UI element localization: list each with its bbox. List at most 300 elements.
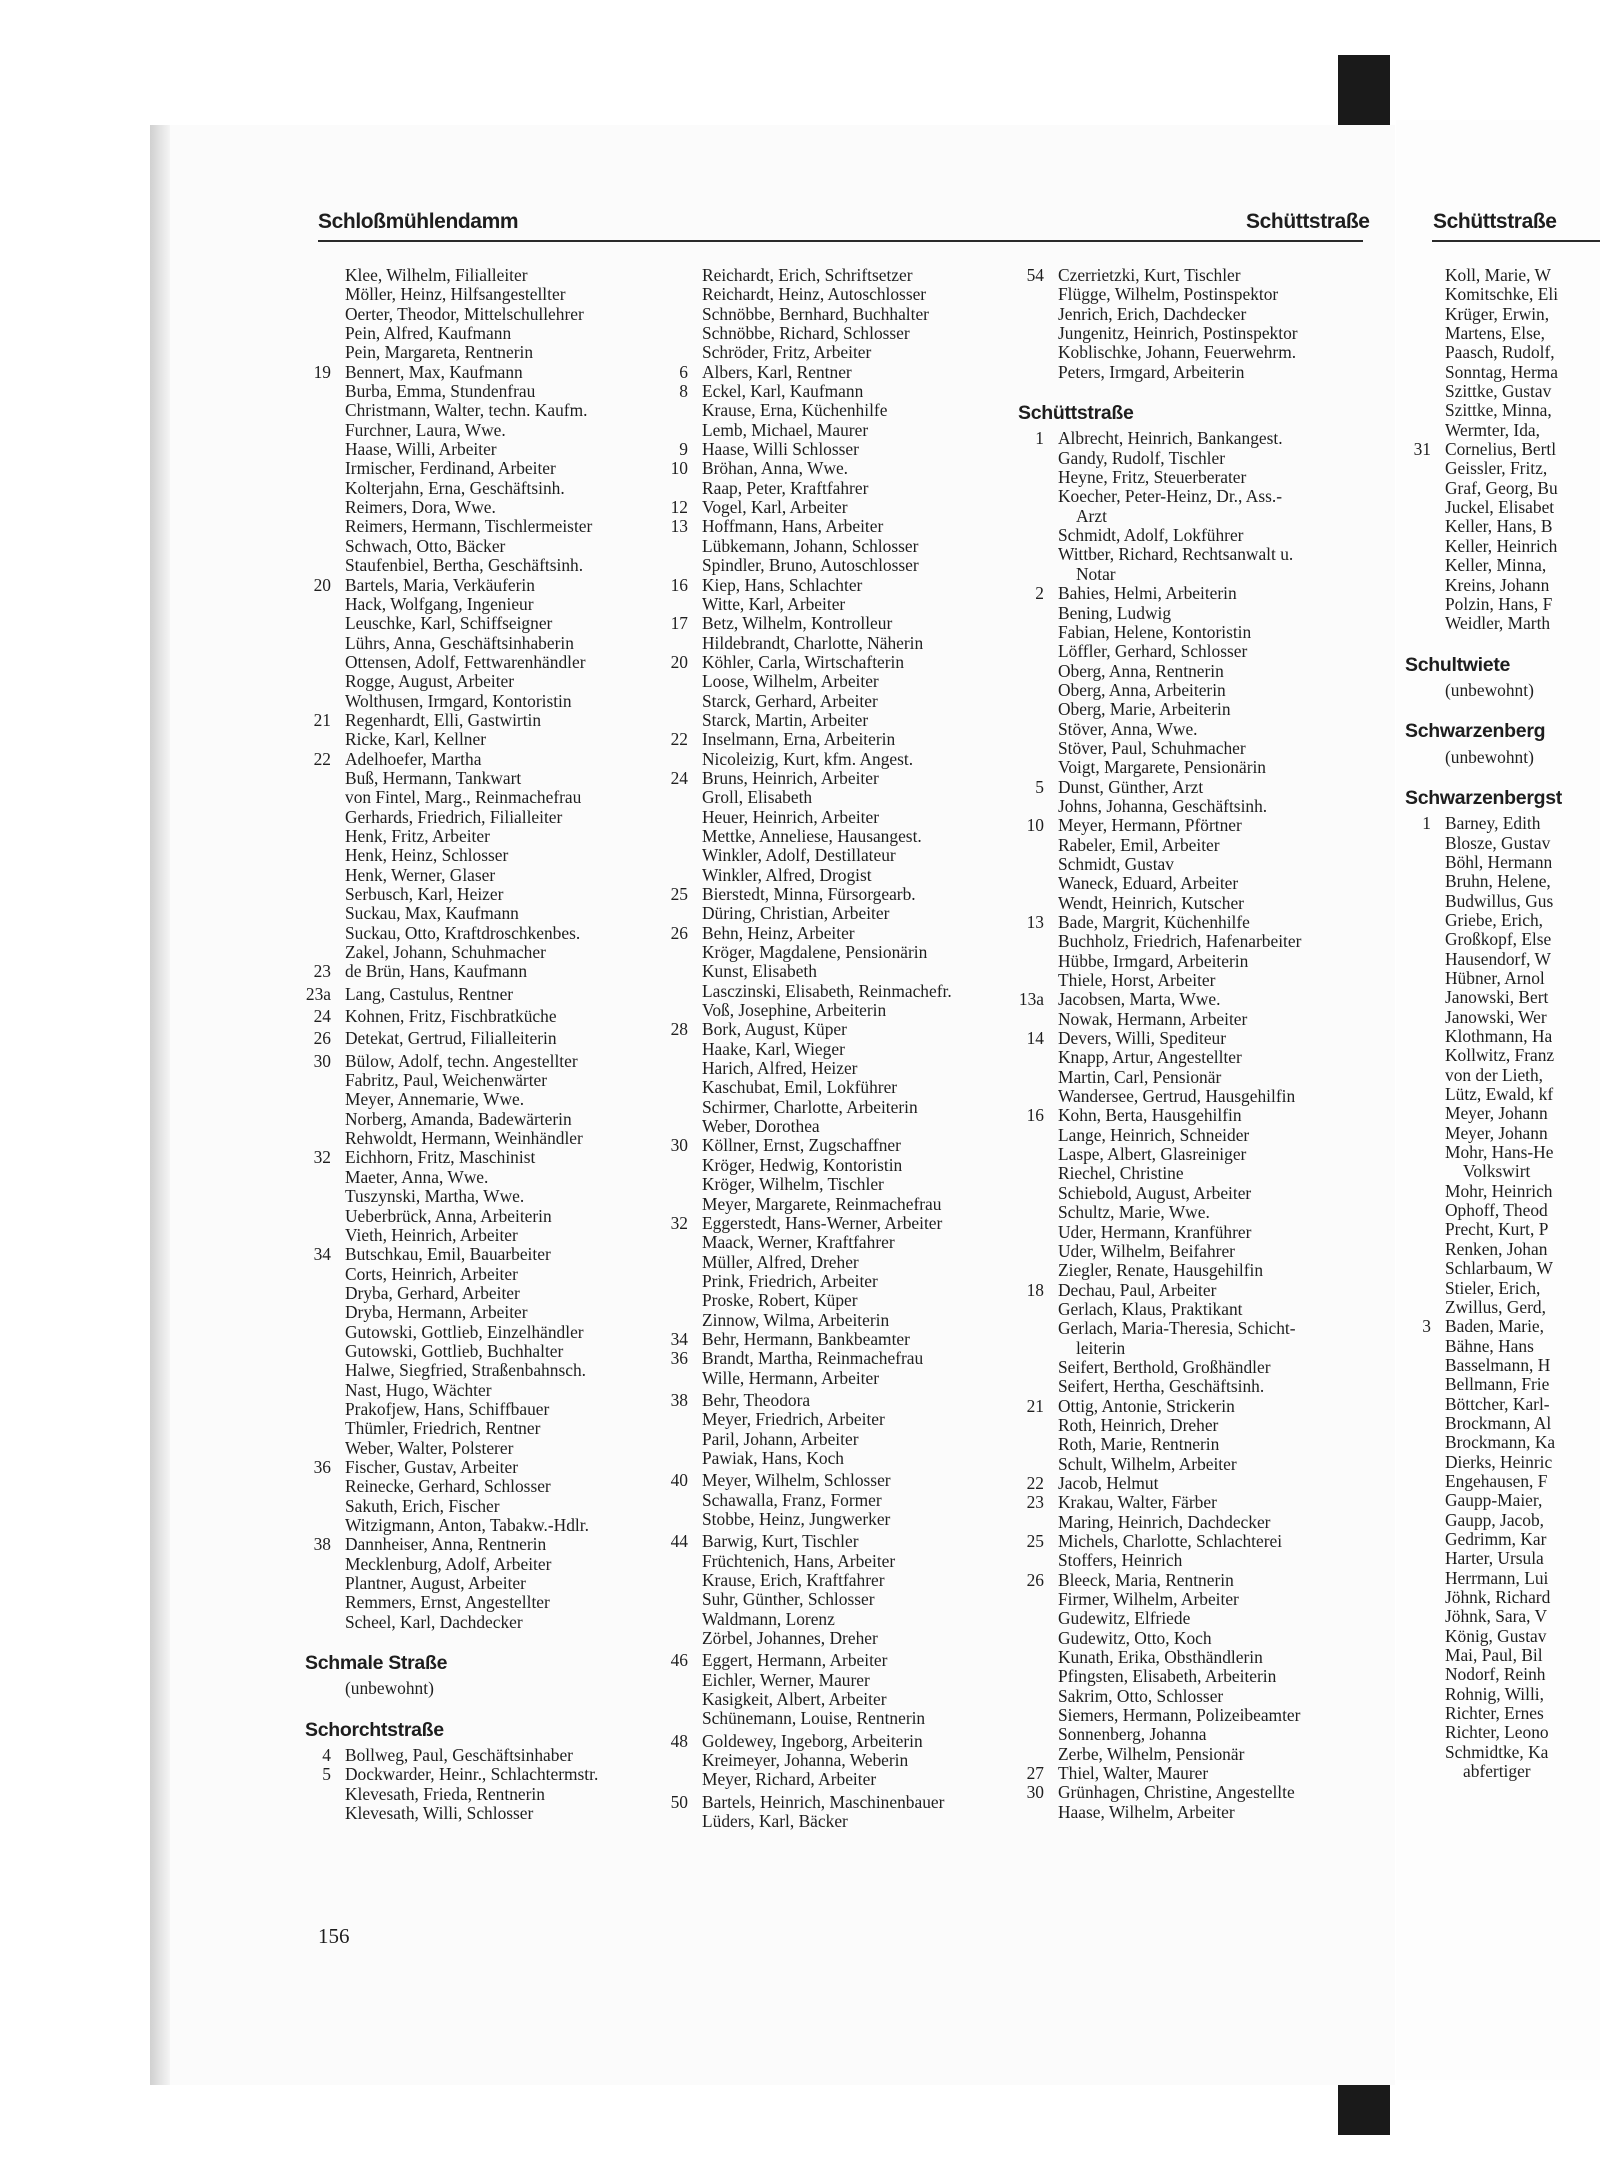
house-number xyxy=(1018,285,1058,304)
house-number xyxy=(1018,1629,1058,1648)
house-number: 23 xyxy=(313,961,331,982)
house-number xyxy=(305,1342,345,1361)
directory-entry xyxy=(1018,662,1380,681)
directory-entry xyxy=(662,285,1032,304)
directory-entry xyxy=(1018,1571,1380,1590)
house-number xyxy=(1018,1648,1058,1667)
directory-entry xyxy=(662,788,1032,807)
house-number xyxy=(1018,1068,1058,1087)
resident-text: Wittber, Richard, Rechtsanwalt u. xyxy=(1058,544,1294,565)
directory-entry xyxy=(1405,1704,1600,1723)
resident-text: Tuszynski, Martha, Wwe. xyxy=(345,1186,525,1207)
resident-text: Sakuth, Erich, Fischer xyxy=(345,1495,500,1516)
directory-entry xyxy=(1405,614,1600,633)
directory-entry xyxy=(1018,1145,1380,1164)
house-number xyxy=(662,808,702,827)
directory-entry xyxy=(662,1369,1032,1388)
resident-text: Schmidtke, Ka xyxy=(1445,1741,1549,1762)
house-number xyxy=(1405,1395,1445,1414)
resident-text: Lasczinski, Elisabeth, Reinmachefr. xyxy=(702,980,952,1001)
directory-entry xyxy=(305,343,680,362)
resident-text: Bollweg, Paul, Geschäftsinhaber xyxy=(345,1745,573,1766)
directory-entry xyxy=(662,672,1032,691)
house-number xyxy=(305,1477,345,1496)
resident-text: Bahies, Helmi, Arbeiterin xyxy=(1058,583,1237,604)
house-number: 26 xyxy=(313,1028,331,1049)
resident-text: Sakrim, Otto, Schlosser xyxy=(1058,1685,1224,1706)
resident-text: Jacob, Helmut xyxy=(1058,1472,1159,1493)
resident-text: Juckel, Elisabet xyxy=(1445,497,1555,518)
house-number: 20 xyxy=(670,651,688,672)
directory-entry xyxy=(305,1574,680,1593)
resident-text: Keller, Heinrich xyxy=(1445,535,1558,556)
directory-entry xyxy=(305,962,680,981)
resident-text: Keller, Minna, xyxy=(1445,555,1547,576)
house-number: 36 xyxy=(670,1348,688,1369)
directory-entry xyxy=(1405,285,1600,304)
house-number xyxy=(1405,1259,1445,1278)
house-number: 21 xyxy=(313,709,331,730)
house-number xyxy=(305,943,345,962)
house-number xyxy=(1018,1048,1058,1067)
directory-entry xyxy=(1405,1046,1600,1065)
directory-entry xyxy=(1405,1317,1600,1336)
house-number xyxy=(305,421,345,440)
directory-entry xyxy=(1018,1629,1380,1648)
directory-entry xyxy=(662,1001,1032,1020)
resident-text: Reinecke, Gerhard, Schlosser xyxy=(345,1476,551,1497)
resident-text: Scheel, Karl, Dachdecker xyxy=(345,1611,523,1632)
resident-text: Albrecht, Heinrich, Bankangest. xyxy=(1058,428,1283,449)
resident-text: Schnöbbe, Richard, Schlosser xyxy=(702,323,910,344)
resident-text: Baden, Marie, xyxy=(1445,1316,1544,1337)
directory-entry xyxy=(1405,382,1600,401)
directory-entry xyxy=(1018,604,1380,623)
house-number xyxy=(1405,556,1445,575)
resident-text: Eichler, Werner, Maurer xyxy=(702,1669,870,1690)
resident-text: Schünemann, Louise, Rentnerin xyxy=(702,1708,926,1729)
street-heading: Schultwiete xyxy=(1405,653,1511,676)
house-number xyxy=(1405,1066,1445,1085)
resident-text: Rohnig, Willi, xyxy=(1445,1683,1544,1704)
house-number xyxy=(305,1284,345,1303)
resident-text: Roth, Heinrich, Dreher xyxy=(1058,1414,1219,1435)
house-number xyxy=(1018,545,1058,564)
house-number xyxy=(1405,1723,1445,1742)
directory-entry xyxy=(662,1098,1032,1117)
house-number xyxy=(662,1610,702,1629)
directory-entry xyxy=(662,904,1032,923)
house-number: 17 xyxy=(670,613,688,634)
resident-text: Böttcher, Karl- xyxy=(1445,1393,1550,1414)
resident-text: Gudewitz, Elfriede xyxy=(1058,1608,1191,1629)
house-number xyxy=(1018,526,1058,545)
resident-text: Fabian, Helene, Kontoristin xyxy=(1058,621,1252,642)
resident-text: Reichardt, Erich, Schriftsetzer xyxy=(702,265,913,285)
resident-text: Lemb, Michael, Maurer xyxy=(702,419,869,440)
house-number xyxy=(1018,1145,1058,1164)
resident-text: Hack, Wolfgang, Ingenieur xyxy=(345,593,534,614)
directory-entry xyxy=(662,1732,1032,1751)
house-number: 21 xyxy=(1026,1395,1044,1416)
resident-text: Geissler, Fritz, xyxy=(1445,458,1548,479)
resident-text: Meyer, Johann xyxy=(1445,1103,1548,1124)
house-number xyxy=(1018,874,1058,893)
resident-text: leiterin xyxy=(1076,1337,1126,1358)
house-number xyxy=(1018,971,1058,990)
directory-entry xyxy=(1405,1066,1600,1085)
house-number xyxy=(1405,517,1445,536)
house-number xyxy=(1405,1685,1445,1704)
house-number: 44 xyxy=(670,1531,688,1552)
resident-text: Dryba, Gerhard, Arbeiter xyxy=(345,1282,520,1303)
house-number xyxy=(662,324,702,343)
house-number xyxy=(1405,1414,1445,1433)
directory-entry xyxy=(662,1349,1032,1368)
resident-text: Stoffers, Heinrich xyxy=(1058,1550,1183,1571)
resident-text: Devers, Willi, Spediteur xyxy=(1058,1028,1227,1049)
house-number xyxy=(305,1593,345,1612)
street-note: (unbewohnt) xyxy=(345,1678,434,1699)
house-number xyxy=(305,1323,345,1342)
house-number xyxy=(1018,642,1058,661)
directory-entry xyxy=(662,440,1032,459)
resident-text: Klothmann, Ha xyxy=(1445,1026,1553,1047)
directory-entry xyxy=(1018,778,1380,797)
house-number xyxy=(1018,623,1058,642)
house-number xyxy=(305,1497,345,1516)
house-number xyxy=(1405,1375,1445,1394)
directory-entry xyxy=(1405,479,1600,498)
house-number xyxy=(1405,1220,1445,1239)
resident-text: Reichardt, Heinz, Autoschlosser xyxy=(702,284,927,305)
directory-entry xyxy=(1018,990,1380,1009)
resident-text: Remmers, Ernst, Angestellter xyxy=(345,1592,550,1613)
house-number xyxy=(1018,1203,1058,1222)
resident-text: Notar xyxy=(1076,563,1116,584)
resident-text: Norberg, Amanda, Badewärterin xyxy=(345,1108,572,1129)
resident-text: Schmidt, Adolf, Lokführer xyxy=(1058,525,1244,546)
house-number xyxy=(305,1168,345,1187)
resident-text: Richter, Ernes xyxy=(1445,1703,1544,1724)
resident-text: Butschkau, Emil, Bauarbeiter xyxy=(345,1244,551,1265)
resident-text: Plantner, August, Arbeiter xyxy=(345,1573,526,1594)
resident-text: Rogge, August, Arbeiter xyxy=(345,671,515,692)
house-number xyxy=(1405,479,1445,498)
directory-entry xyxy=(1018,1609,1380,1628)
house-number xyxy=(305,1129,345,1148)
resident-text: Dryba, Hermann, Arbeiter xyxy=(345,1302,528,1323)
resident-text: Michels, Charlotte, Schlachterei xyxy=(1058,1531,1283,1551)
house-number xyxy=(1018,1435,1058,1454)
house-number xyxy=(1405,1569,1445,1588)
resident-text: Peters, Irmgard, Arbeiterin xyxy=(1058,361,1245,382)
house-number xyxy=(305,1187,345,1206)
house-number: 34 xyxy=(313,1244,331,1265)
house-number xyxy=(305,1207,345,1226)
house-number: 16 xyxy=(670,574,688,595)
directory-entry xyxy=(305,1555,680,1574)
resident-text: Zinnow, Wilma, Arbeiterin xyxy=(702,1309,890,1330)
house-number xyxy=(305,788,345,807)
directory-entry xyxy=(1018,1764,1380,1783)
house-number xyxy=(1018,1455,1058,1474)
directory-entry xyxy=(1405,401,1600,420)
directory-entry xyxy=(1018,720,1380,739)
resident-text: Lübkemann, Johann, Schlosser xyxy=(702,535,919,556)
house-number xyxy=(1405,872,1445,891)
house-number xyxy=(1018,324,1058,343)
resident-text: Kollwitz, Franz xyxy=(1445,1045,1555,1066)
resident-text: Kunath, Erika, Obsthändlerin xyxy=(1058,1647,1263,1668)
resident-text: Maeter, Anna, Wwe. xyxy=(345,1166,489,1187)
directory-entry xyxy=(1018,1725,1380,1744)
directory-entry xyxy=(1018,681,1380,700)
house-number: 13 xyxy=(670,516,688,537)
house-number xyxy=(305,924,345,943)
resident-text: Bleeck, Maria, Rentnerin xyxy=(1058,1569,1234,1590)
house-number xyxy=(305,266,345,285)
directory-entry xyxy=(1018,1261,1380,1280)
resident-text: Haake, Karl, Wieger xyxy=(702,1038,845,1059)
directory-entry xyxy=(1018,952,1380,971)
house-number xyxy=(662,1311,702,1330)
directory-entry xyxy=(1405,595,1600,614)
directory-entry xyxy=(1405,1201,1600,1220)
directory-entry xyxy=(1405,1104,1600,1123)
resident-text: Pawiak, Hans, Koch xyxy=(702,1447,844,1468)
resident-text: Halwe, Siegfried, Straßenbahnsch. xyxy=(345,1360,586,1381)
house-number: 10 xyxy=(670,458,688,479)
directory-entry xyxy=(305,1613,680,1632)
directory-entry xyxy=(1405,1027,1600,1046)
resident-text: Starck, Gerhard, Arbeiter xyxy=(702,690,878,711)
house-number: 25 xyxy=(670,884,688,904)
house-number: 30 xyxy=(1026,1782,1044,1803)
resident-text: Gerhards, Friedrich, Filialleiter xyxy=(345,806,563,827)
resident-text: Voß, Josephine, Arbeiterin xyxy=(702,1000,887,1021)
resident-text: Sonnenberg, Johanna xyxy=(1058,1724,1207,1745)
resident-text: Barwig, Kurt, Tischler xyxy=(702,1531,859,1552)
directory-entry xyxy=(1018,797,1380,816)
house-number xyxy=(662,750,702,769)
directory-entry xyxy=(1018,1397,1380,1416)
house-number xyxy=(305,1361,345,1380)
house-number xyxy=(1018,836,1058,855)
directory-entry xyxy=(662,1812,1032,1831)
house-number xyxy=(305,1090,345,1109)
resident-text: Lüders, Karl, Bäcker xyxy=(702,1811,848,1832)
house-number xyxy=(1018,1377,1058,1396)
directory-entry xyxy=(1018,1048,1380,1067)
directory-entry xyxy=(1018,836,1380,855)
directory-entry xyxy=(1018,429,1380,448)
directory-entry xyxy=(662,1214,1032,1233)
directory-entry xyxy=(1018,1184,1380,1203)
directory-entry xyxy=(1405,1433,1600,1452)
resident-text: Kaschubat, Emil, Lokführer xyxy=(702,1077,898,1098)
house-number xyxy=(1405,1124,1445,1143)
resident-text: Schirmer, Charlotte, Arbeiterin xyxy=(702,1096,918,1117)
house-number xyxy=(305,1419,345,1438)
resident-text: Betz, Wilhelm, Kontrolleur xyxy=(702,613,893,634)
resident-text: Krüger, Erwin, xyxy=(1445,303,1550,324)
directory-entry xyxy=(1405,1008,1600,1027)
resident-text: Oberg, Anna, Rentnerin xyxy=(1058,660,1224,681)
directory-entry xyxy=(1018,1319,1380,1338)
house-number xyxy=(1018,1725,1058,1744)
directory-entry xyxy=(1018,1377,1380,1396)
directory-entry xyxy=(1018,1783,1380,1802)
directory-entry xyxy=(305,943,680,962)
house-number xyxy=(305,479,345,498)
directory-entry xyxy=(1018,913,1380,932)
directory-entry xyxy=(1405,305,1600,324)
directory-entry xyxy=(662,1571,1032,1590)
house-number xyxy=(662,1590,702,1609)
resident-text: Seifert, Berthold, Großhändler xyxy=(1058,1356,1271,1377)
house-number xyxy=(1405,614,1445,633)
directory-entry xyxy=(1405,1259,1600,1278)
resident-text: Pein, Margareta, Rentnerin xyxy=(345,342,534,363)
house-number: 18 xyxy=(1026,1279,1044,1300)
directory-entry xyxy=(305,1516,680,1535)
resident-text: Löffler, Gerhard, Schlosser xyxy=(1058,641,1248,662)
directory-entry xyxy=(1018,1590,1380,1609)
directory-entry xyxy=(305,904,680,923)
street-heading: Schwarzenberg xyxy=(1405,720,1546,743)
resident-text: Schmidt, Gustav xyxy=(1058,853,1174,874)
directory-entry xyxy=(662,1410,1032,1429)
house-number xyxy=(1018,681,1058,700)
resident-text: Precht, Kurt, P xyxy=(1445,1219,1549,1240)
resident-text: Fischer, Gustav, Arbeiter xyxy=(345,1456,519,1477)
house-number xyxy=(305,1265,345,1284)
street-heading: Schüttstraße xyxy=(1018,402,1134,425)
resident-text: Eggert, Hermann, Arbeiter xyxy=(702,1650,888,1671)
directory-entry xyxy=(1018,363,1380,382)
directory-entry xyxy=(1405,1607,1600,1626)
house-number xyxy=(1018,468,1058,487)
street-note: (unbewohnt) xyxy=(1445,679,1534,700)
directory-entry xyxy=(1018,1106,1380,1125)
resident-text: Kreins, Johann xyxy=(1445,574,1550,595)
resident-text: Renken, Johan xyxy=(1445,1238,1548,1259)
resident-text: Flügge, Wilhelm, Postinspektor xyxy=(1058,284,1279,305)
house-number xyxy=(305,1226,345,1245)
resident-text: Bade, Margrit, Küchenhilfe xyxy=(1058,912,1250,932)
resident-text: Kiep, Hans, Schlachter xyxy=(702,574,863,595)
resident-text: Schawalla, Franz, Former xyxy=(702,1489,882,1510)
house-number: 4 xyxy=(322,1745,331,1766)
directory-entry xyxy=(305,692,680,711)
resident-text: Köhler, Carla, Wirtschafterin xyxy=(702,651,905,672)
directory-entry xyxy=(305,1497,680,1516)
directory-entry xyxy=(1405,363,1600,382)
left-page-edge xyxy=(150,125,170,2085)
directory-entry xyxy=(1405,853,1600,872)
directory-entry xyxy=(1405,1743,1600,1762)
directory-entry xyxy=(305,788,680,807)
house-number xyxy=(1018,1242,1058,1261)
directory-entry xyxy=(662,1291,1032,1310)
house-number xyxy=(1405,576,1445,595)
resident-text: Ueberbrück, Anna, Arbeiterin xyxy=(345,1205,552,1226)
house-number xyxy=(662,1812,702,1831)
directory-entry xyxy=(1018,1339,1380,1358)
house-number: 32 xyxy=(313,1147,331,1168)
resident-text: Gaupp-Maier, xyxy=(1445,1490,1543,1511)
directory-entry xyxy=(662,846,1032,865)
directory-entry xyxy=(1405,1375,1600,1394)
resident-text: Fabritz, Paul, Weichenwärter xyxy=(345,1070,548,1091)
house-number xyxy=(1405,1298,1445,1317)
house-number xyxy=(305,769,345,788)
resident-text: Kreimeyer, Johanna, Weberin xyxy=(702,1750,909,1771)
house-number xyxy=(662,401,702,420)
house-number xyxy=(662,556,702,575)
house-number: 46 xyxy=(670,1650,688,1671)
resident-text: Pfingsten, Elisabeth, Arbeiterin xyxy=(1058,1666,1277,1687)
resident-text: Martens, Else, xyxy=(1445,323,1545,344)
resident-text: Blosze, Gustav xyxy=(1445,832,1551,853)
directory-entry xyxy=(1018,487,1380,506)
house-number xyxy=(662,285,702,304)
directory-entry xyxy=(662,1330,1032,1349)
resident-text: Inselmann, Erna, Arbeiterin xyxy=(702,729,896,750)
house-number xyxy=(305,498,345,517)
directory-entry xyxy=(662,1471,1032,1490)
directory-entry xyxy=(305,672,680,691)
house-number xyxy=(1018,797,1058,816)
directory-entry xyxy=(305,1458,680,1477)
directory-entry xyxy=(1018,1667,1380,1686)
directory-entry xyxy=(305,305,680,324)
resident-text: Detekat, Gertrud, Filialleiterin xyxy=(345,1028,557,1049)
resident-text: Reimers, Dora, Wwe. xyxy=(345,497,496,518)
resident-text: Wille, Hermann, Arbeiter xyxy=(702,1367,880,1388)
street-note: (unbewohnt) xyxy=(1445,746,1534,767)
directory-entry xyxy=(305,1765,680,1784)
resident-text: Meyer, Wilhelm, Schlosser xyxy=(702,1470,891,1491)
directory-column-1 xyxy=(305,266,680,1823)
resident-text: Klee, Wilhelm, Filialleiter xyxy=(345,265,528,285)
directory-entry xyxy=(305,1052,680,1071)
directory-entry xyxy=(305,846,680,865)
directory-entry xyxy=(662,1629,1032,1648)
resident-text: Dechau, Paul, Arbeiter xyxy=(1058,1279,1217,1300)
house-number xyxy=(662,1690,702,1709)
resident-text: Kröger, Hedwig, Kontoristin xyxy=(702,1154,903,1175)
house-number: 54 xyxy=(1026,265,1044,285)
resident-text: Koblischke, Johann, Feuerwehrm. xyxy=(1058,342,1297,363)
resident-text: Nast, Hugo, Wächter xyxy=(345,1379,492,1400)
house-number xyxy=(1405,1104,1445,1123)
directory-entry xyxy=(662,1175,1032,1194)
resident-text: Janowski, Wer xyxy=(1445,1006,1547,1027)
resident-text: Hübbe, Irmgard, Arbeiterin xyxy=(1058,950,1249,971)
house-number xyxy=(1405,1530,1445,1549)
resident-text: Thümler, Friedrich, Rentner xyxy=(345,1418,541,1439)
resident-text: Haase, Wilhelm, Arbeiter xyxy=(1058,1801,1235,1822)
resident-text: Dockwarder, Heinr., Schlachtermstr. xyxy=(345,1764,599,1785)
directory-entry xyxy=(662,1272,1032,1291)
resident-text: Kröger, Magdalene, Pensionärin xyxy=(702,942,928,963)
resident-text: Prakofjew, Hans, Schiffbauer xyxy=(345,1398,550,1419)
directory-entry xyxy=(662,576,1032,595)
directory-entry xyxy=(1405,1279,1600,1298)
directory-entry xyxy=(1405,1085,1600,1104)
